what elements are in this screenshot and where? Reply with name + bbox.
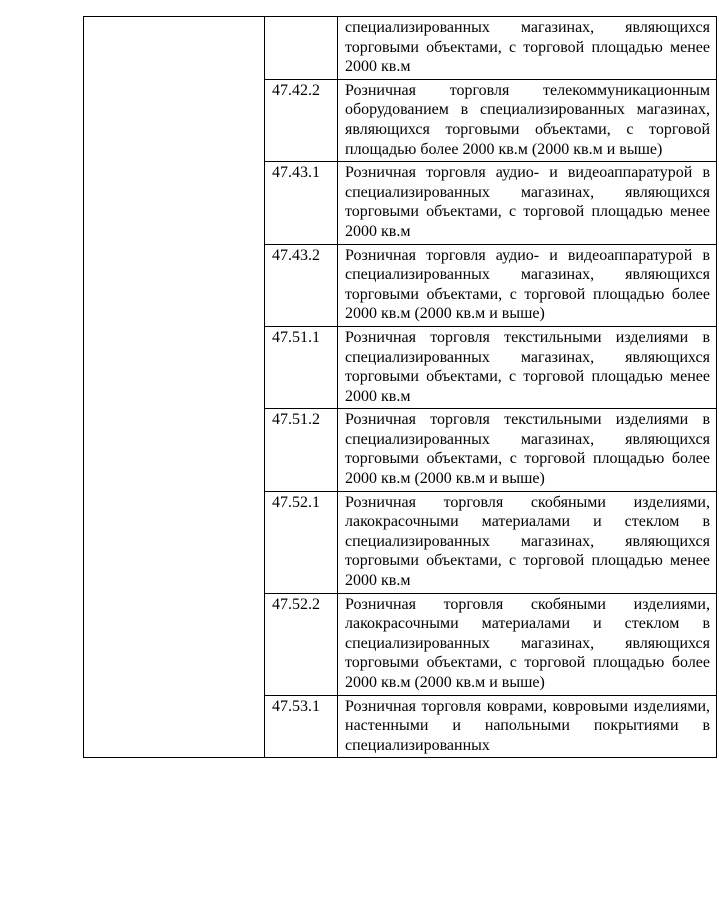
okved-code-cell: 47.53.1 xyxy=(265,695,338,758)
activity-description-cell: Розничная торговля текстильными изделиями в специализированных магазинах, являющихся торговыми объектами, с торговой площадью более 2000 кв.м (2000 кв.м и выше) xyxy=(338,409,717,491)
okved-code-cell: 47.52.1 xyxy=(265,491,338,593)
okved-code-cell: 47.52.2 xyxy=(265,593,338,695)
activity-description-cell: Розничная торговля аудио- и видеоаппаратурой в специализированных магазинах, являющихся торговыми объектами, с торговой площадью менее 2000 кв.м xyxy=(338,162,717,244)
okved-code-cell: 47.42.2 xyxy=(265,79,338,161)
activity-description-cell: Розничная торговля телекоммуникационным оборудованием в специализированных магазинах, являющихся торговыми объектами, с торговой площадью более 2000 кв.м (2000 кв.м и выше) xyxy=(338,79,717,161)
activity-description-cell: Розничная торговля коврами, ковровыми изделиями, настенными и напольными покрытиями в специализированных xyxy=(338,695,717,758)
okved-code-cell: 47.43.1 xyxy=(265,162,338,244)
okved-code-cell xyxy=(265,17,338,80)
table-row xyxy=(84,17,717,80)
activity-description-cell: Розничная торговля аудио- и видеоаппаратурой в специализированных магазинах, являющихся торговыми объектами, с торговой площадью более 2000 кв.м (2000 кв.м и выше) xyxy=(338,244,717,326)
okved-code-cell: 47.51.1 xyxy=(265,326,338,408)
okved-code-cell: 47.51.2 xyxy=(265,409,338,491)
okved-activity-table xyxy=(83,16,717,758)
empty-left-cell xyxy=(84,17,265,758)
activity-description-cell: Розничная торговля скобяными изделиями, лакокрасочными материалами и стеклом в специализированных магазинах, являющихся торговыми объектами, с торговой площадью менее 2000 кв.м xyxy=(338,491,717,593)
okved-table-body xyxy=(84,17,717,758)
activity-description-cell: Розничная торговля скобяными изделиями, лакокрасочными материалами и стеклом в специализированных магазинах, являющихся торговыми объектами, с торговой площадью более 2000 кв.м (2000 кв.м и выше) xyxy=(338,593,717,695)
okved-code-cell: 47.43.2 xyxy=(265,244,338,326)
activity-description-cell: специализированных магазинах, являющихся торговыми объектами, с торговой площадью менее 2000 кв.м xyxy=(338,17,717,80)
activity-description-cell: Розничная торговля текстильными изделиями в специализированных магазинах, являющихся торговыми объектами, с торговой площадью менее 2000 кв.м xyxy=(338,326,717,408)
